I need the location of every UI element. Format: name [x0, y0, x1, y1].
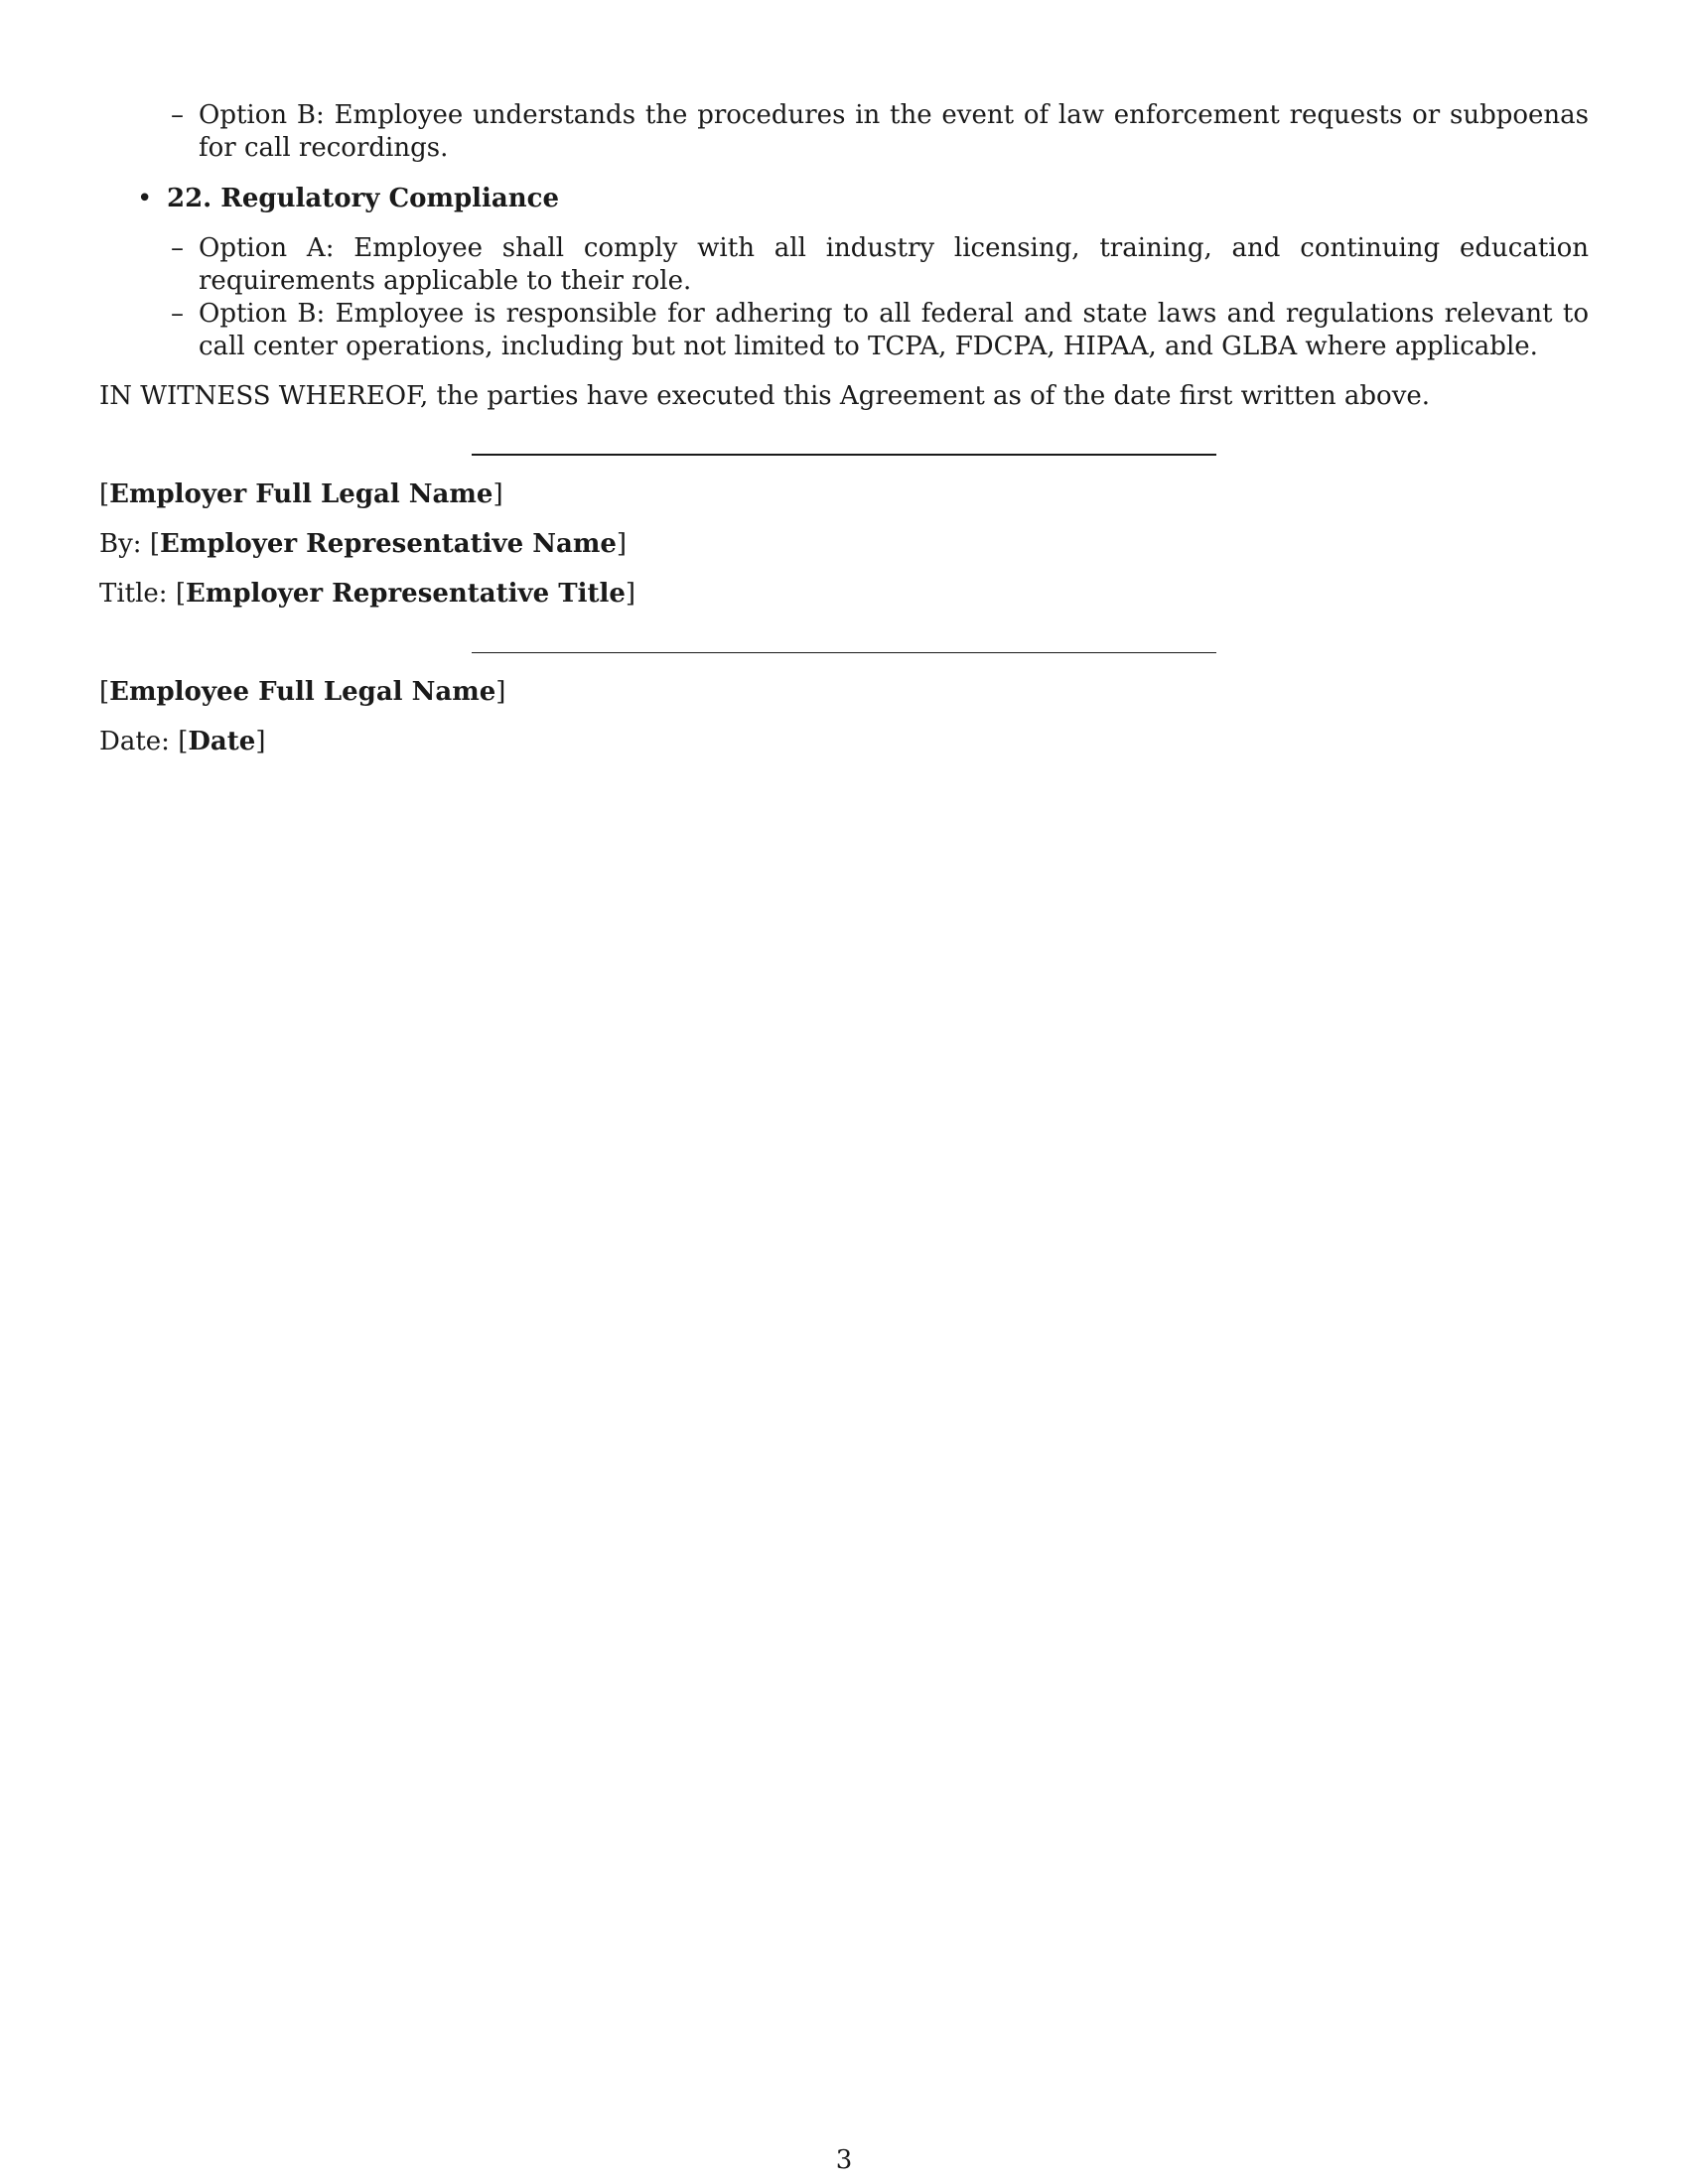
section-22-option-a	[171, 232, 1589, 298]
dash-marker: –	[171, 299, 184, 329]
dash-marker: –	[171, 233, 184, 263]
employee-name-placeholder: Employee Full Legal Name	[109, 677, 496, 707]
employee-name-field: [Employee Full Legal Name]	[99, 677, 506, 707]
section-22-heading	[137, 183, 560, 215]
page-number: 3	[835, 2145, 853, 2175]
by-label: By:	[99, 529, 142, 559]
section-22-heading-text: 22. Regulatory Compliance	[167, 184, 560, 213]
employer-rep-title-placeholder: Employer Representative Title	[186, 579, 626, 609]
dash-marker: –	[171, 100, 184, 130]
employer-rep-name-placeholder: Employer Representative Name	[159, 529, 617, 559]
section-22-option-b-text: Option B: Employee is responsible for adhering to all federal and state laws and regulations relevant to call center operations, including but not limited to TCPA, FDCPA, HIPAA, and GLBA where applicable.	[199, 299, 1589, 361]
employer-by-field: By: [Employer Representative Name]	[99, 529, 628, 559]
bullet-marker: •	[137, 184, 153, 213]
title-label: Title:	[99, 579, 168, 609]
employer-title-field: Title: [Employer Representative Title]	[99, 579, 636, 609]
employer-name-placeholder: Employer Full Legal Name	[109, 479, 493, 509]
employee-signature-line	[472, 652, 1216, 653]
employee-date-field: Date: [Date]	[99, 727, 266, 756]
section-21-option-b-text: Option B: Employee understands the procedures in the event of law enforcement requests or subpoenas for call recordings.	[199, 100, 1589, 163]
employer-signature-line	[472, 454, 1216, 456]
section-22-option-a-text: Option A: Employee shall comply with all industry licensing, training, and continuing education requirements applicable to their role.	[199, 233, 1589, 296]
employer-name-field: [Employer Full Legal Name]	[99, 479, 503, 509]
date-placeholder: Date	[188, 727, 256, 756]
witness-clause: IN WITNESS WHEREOF, the parties have executed this Agreement as of the date first written above.	[99, 381, 1431, 411]
section-21-option-b	[171, 99, 1589, 165]
section-22-option-b	[171, 298, 1589, 363]
date-label: Date:	[99, 727, 170, 756]
